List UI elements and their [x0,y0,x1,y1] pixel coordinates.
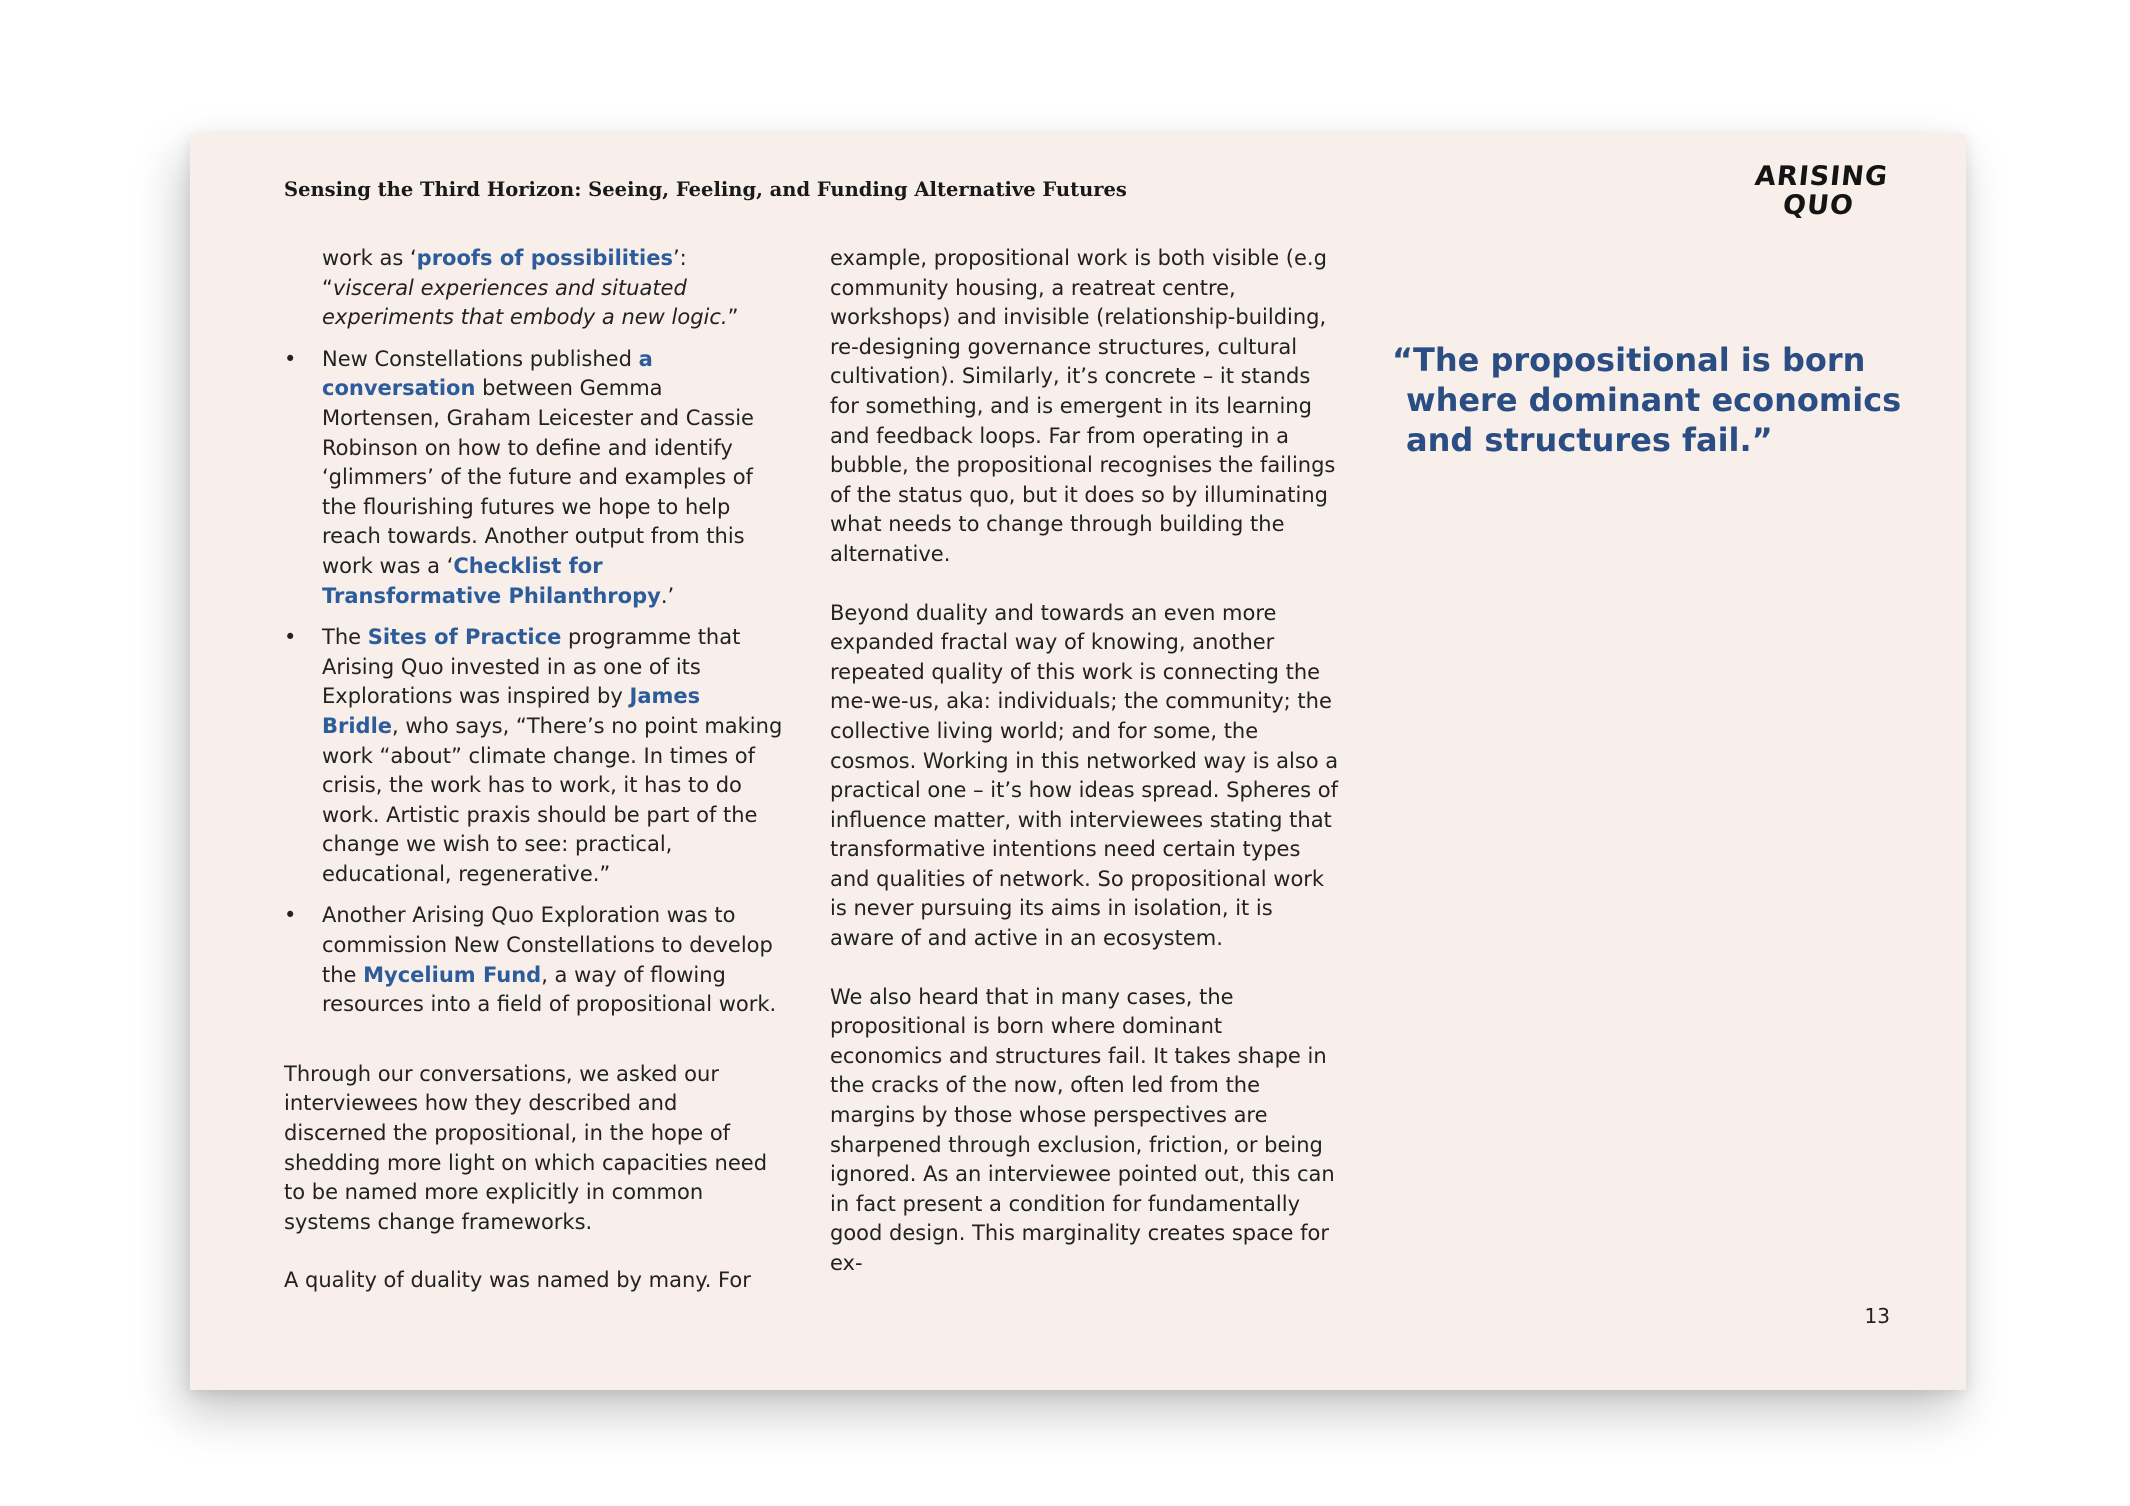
checklist-transformative-philanthropy-link[interactable]: Checklist for Transformative Philanthropy [322,553,661,608]
logo-line-2: QUO [1781,190,1856,221]
list-item: • Another Arising Quo Exploration was to commission New Constellations to develop the Mycelium Fund, a way of flowing resources into a field of propositional work. [284,901,784,1019]
text-column-2 [830,244,1340,1279]
body-paragraph: We also heard that in many cases, the propositional is born where dominant economics and structures fail. It takes shape in the cracks of the now, often led from the margins by those whose perspectives are sharpened through exclusion, friction, or being ignored. As an interviewee pointed out, this can in fact present a condition for fundamentally good design. This marginality creates space for ex- [830,984,1335,1275]
sites-of-practice-link[interactable]: Sites of Practice [367,625,562,650]
james-bridle-link[interactable]: James Bridle [322,684,701,738]
running-header-title: Sensing the Third Horizon: Seeing, Feeling, and Funding Alternative Futures [284,178,1127,201]
pull-quote [1392,340,1912,460]
arising-quo-logo [1747,162,1893,220]
page-number: 13 [1864,1304,1890,1328]
document-page [190,134,1966,1390]
mycelium-fund-link[interactable]: Mycelium Fund [363,962,542,987]
a-conversation-link[interactable]: a conversation [322,346,653,401]
bullet-list [284,345,784,1020]
body-paragraph: A quality of duality was named by many. For [284,1268,751,1293]
text-column-1 [284,244,784,1296]
logo-line-1: ARISING [1753,161,1890,192]
body-paragraph: Through our conversations, we asked our interviewees how they described and discerned the propositional, in the hope of shedding more light on which capacities need to be named more explicitly in common systems change frameworks. [284,1061,768,1234]
intro-continuation: work as ‘proofs of possibilities’: “visceral experiences and situated experiments that embody a new logic.” [322,246,739,330]
list-item: • New Constellations published a conversation between Gemma Mortensen, Graham Leicester and Cassie Robinson on how to define and identify ‘glimmers’ of the future and examples of the flourishing futures we hope to help reach towards. Another output from this work was a ‘Checklist for Transformative Philanthropy.’ [284,345,784,611]
list-item: • The Sites of Practice programme that Arising Quo invested in as one of its Explorations was inspired by James Bridle, who says, “There’s no point making work “about” climate change. In times of crisis, the work has to work, it has to do work. Artistic praxis should be part of the change we wish to see: practical, educational, regenerative.” [284,623,784,889]
body-paragraph: Beyond duality and towards an even more expanded fractal way of knowing, another repeated quality of this work is connecting the me-we-us, aka: individuals; the community; the collective living world; and for some, the cosmos. Working in this networked way is also a practical one – it’s how ideas spread. Spheres of influence matter, with interviewees stating that transformative intentions need certain types and qualities of network. So propositional work is never pursuing its aims in isolation, it is aware of and active in an ecosystem. [830,600,1339,951]
intro-quote: visceral experiences and situated experiments that embody a new logic. [322,275,728,330]
body-paragraph: example, propositional work is both visible (e.g community housing, a reatreat centre, workshops) and invisible (relationship-building, re-designing governance structures, cultural cultivation). Similarly, it’s concrete – it stands for something, and is emergent in its learning and feedback loops. Far from operating in a bubble, the propositional recognises the failings of the status quo, but it does so by illuminating what needs to change through building the alternative. [830,246,1336,566]
pull-quote-text: “The propositional is born where dominant economics and structures fail.” [1392,341,1902,459]
proofs-of-possibilities-link[interactable]: proofs of possibilities [416,246,673,270]
